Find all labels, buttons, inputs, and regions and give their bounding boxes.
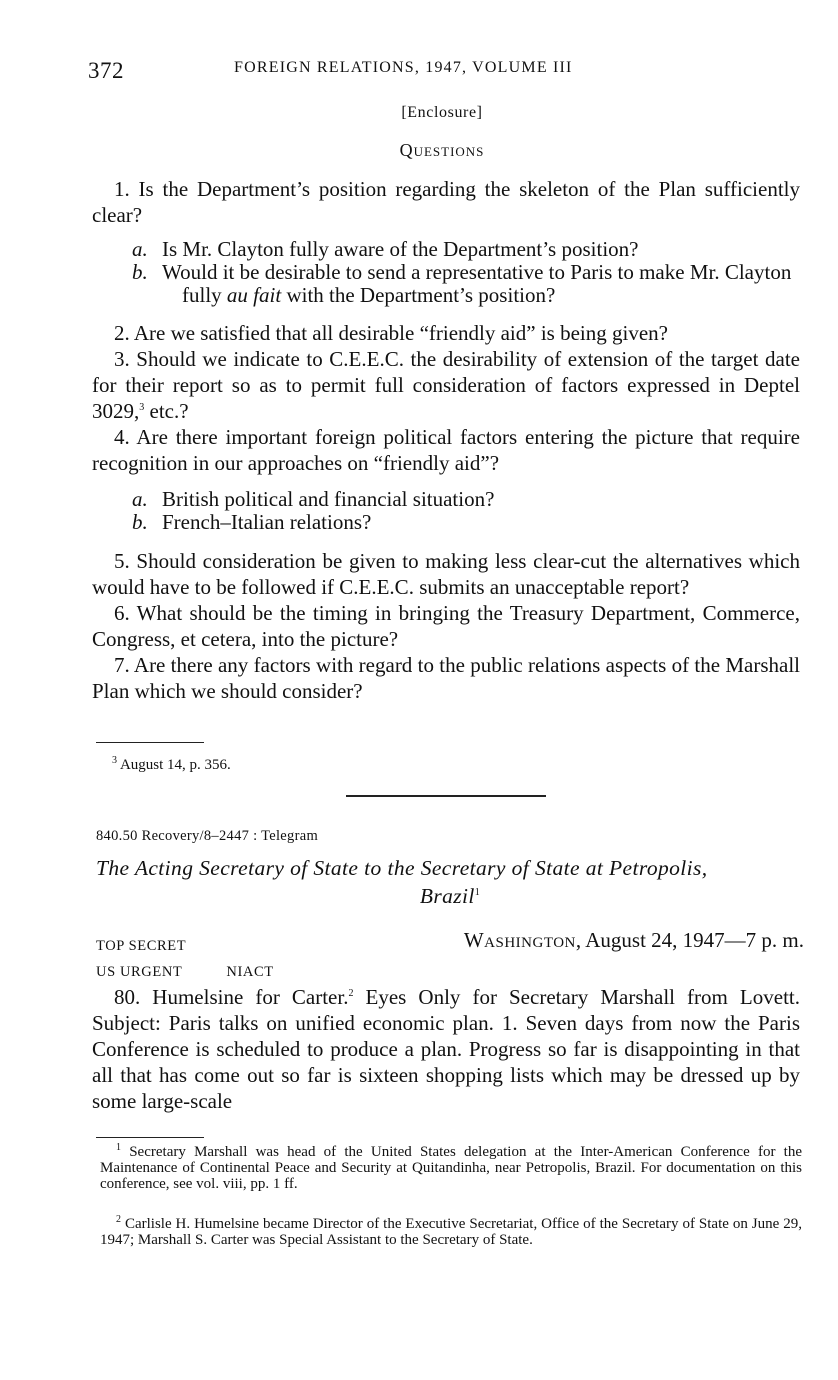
classification-marking: TOP SECRET [96, 938, 187, 954]
question-1b: b. Would it be desirable to send a representative to Paris to make Mr. Clayton fully au fait with the Department’s position? [132, 260, 792, 307]
question-1: 1. Is the Department’s position regarding the skeleton of the Plan sufficiently clear? [92, 177, 800, 227]
question-4b: b. French–Italian relations? [132, 510, 372, 534]
question-1a: a. Is Mr. Clayton fully aware of the Department’s position? [132, 237, 639, 261]
question-5: 5. Should consideration be given to making less clear-cut the alternatives which would have to be followed if C.E.E.C. submits an unacceptable report? [92, 549, 800, 599]
question-7: 7. Are there any factors with regard to the public relations aspects of the Marshall Plan which we should consider? [92, 653, 800, 703]
question-3: 3. Should we indicate to C.E.E.C. the desirability of extension of the target date for their report so as to permit full consideration of factors expressed in Deptel 3029,$^3$ etc.? [92, 347, 800, 423]
enclosure-label: [Enclosure] [401, 104, 483, 121]
questions-heading: Questions [399, 140, 485, 160]
footnote-ref-3: 3 [139, 402, 145, 413]
footnote-rule [96, 742, 204, 743]
footnote-ref-2: 2 [348, 988, 354, 999]
running-title: FOREIGN RELATIONS, 1947, VOLUME III [234, 59, 573, 76]
questions-5-to-7 [92, 548, 800, 704]
section-divider [346, 795, 546, 797]
precedence-marking: US URGENT NIACT [96, 964, 274, 980]
file-reference: 840.50 Recovery/8–2447 : Telegram [96, 828, 319, 844]
footnote-rule [96, 1137, 204, 1138]
footnote-2: $^2$ Carlisle H. Humelsine became Director of the Executive Secretariat, Office of the Secretary of State on June 29, 1947; Marshall S. Carter was Special Assistant to the Secretary of State. [100, 1214, 802, 1248]
dateline: Washington, August 24, 1947—7 p. m. [463, 928, 804, 952]
question-6: 6. What should be the timing in bringing the Treasury Department, Commerce, Congress, et cetera, into the picture? [92, 601, 800, 651]
question-4-subitems [132, 488, 800, 534]
running-header [88, 56, 804, 86]
question-4a: a. British political and financial situation? [132, 487, 495, 511]
question-4: 4. Are there important foreign political factors entering the picture that require recognition in our approaches on “friendly aid”? [92, 425, 800, 475]
footnote-ref-1: 1 [474, 886, 481, 898]
page-number: 372 [88, 58, 124, 83]
footnote-3: $^3$ August 14, p. 356. [112, 755, 231, 773]
question-2: 2. Are we satisfied that all desirable “friendly aid” is being given? [114, 321, 668, 345]
question-1-subitems [132, 238, 800, 307]
questions-2-to-4 [92, 320, 800, 476]
telegram-body: 80. Humelsine for Carter.$^2$ Eyes Only for Secretary Marshall from Lovett. Subject: Paris talks on unified economic plan. 1. Seven days from now the Paris Conference is scheduled to produce a plan. Progress so far is disappointing in that all that has come out so far is sixteen shopping lists which may be dressed up by some large-scale [92, 985, 801, 1113]
document-title: The Acting Secretary of State to the Secretary of State at Petropolis, Brazil$^1$ [96, 856, 708, 908]
footnote-1: $^1$ Secretary Marshall was head of the United States delegation at the Inter-American Conference for the Maintenance of Continental Peace and Security at Quitandinha, near Petropolis, Brazil. For documentation on this conference, see vol. viii, pp. 1 ff. [100, 1142, 802, 1192]
